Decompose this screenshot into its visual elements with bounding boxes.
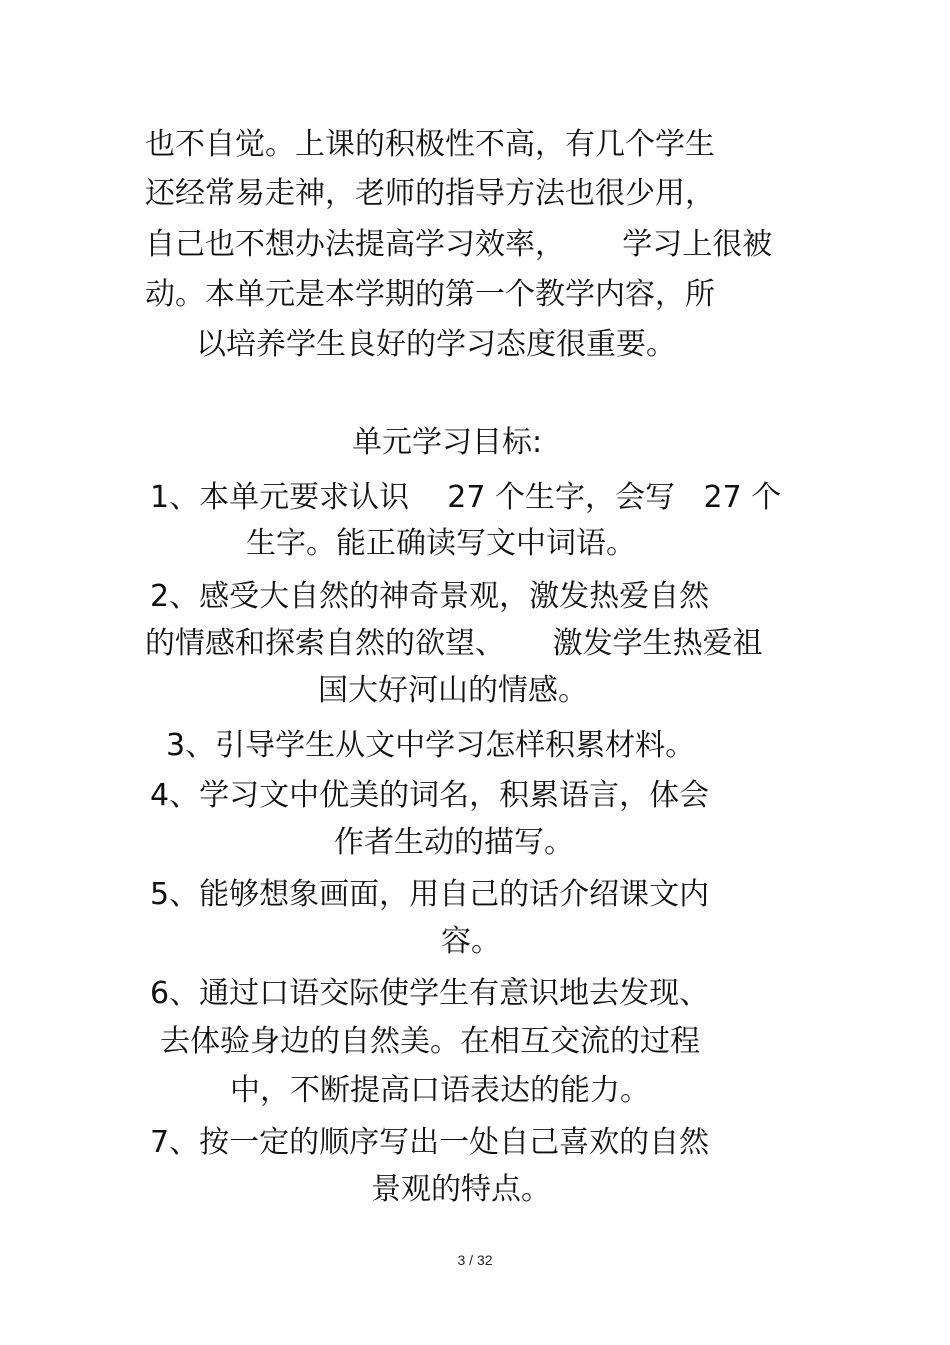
paragraph-line-5: 以培养学生良好的学习态度很重要。 xyxy=(196,327,676,362)
goal-line-9: 5、能够想象画面，用自己的话介绍课文内 xyxy=(150,877,710,912)
goal-line-8: 作者生动的描写。 xyxy=(334,825,574,860)
goal-line-7: 4、学习文中优美的词名，积累语言，体会 xyxy=(150,778,710,813)
paragraph-line-2: 还经常易走神，老师的指导方法也很少用， xyxy=(145,176,715,211)
goal-line-12: 去体验身边的自然美。在相互交流的过程 xyxy=(160,1024,700,1059)
goal-line-5: 国大好河山的情感。 xyxy=(318,673,588,708)
page-number: 3 / 32 xyxy=(457,1252,493,1268)
section-title: 单元学习目标: xyxy=(352,425,543,460)
goal-line-10: 容。 xyxy=(441,924,501,959)
goal-line-6: 3、引导学生从文中学习怎样积累材料。 xyxy=(166,728,696,763)
goal-line-1: 1、本单元要求认识 27 个生字，会写 27 个 xyxy=(150,480,782,515)
goal-line-3: 2、感受大自然的神奇景观，激发热爱自然 xyxy=(150,579,710,614)
goal-line-15: 景观的特点。 xyxy=(371,1172,551,1207)
goal-line-11: 6、通过口语交际使学生有意识地去发现、 xyxy=(150,976,710,1011)
goal-line-4: 的情感和探索自然的欲望、 激发学生热爱祖 xyxy=(145,626,763,661)
goal-line-2: 生字。能正确读写文中词语。 xyxy=(246,526,636,561)
paragraph-line-4: 动。本单元是本学期的第一个教学内容，所 xyxy=(145,277,715,312)
paragraph-line-1: 也不自觉。上课的积极性不高，有几个学生 xyxy=(145,127,715,162)
goal-line-13: 中，不断提高口语表达的能力。 xyxy=(230,1073,650,1108)
goal-line-14: 7、按一定的顺序写出一处自己喜欢的自然 xyxy=(150,1125,710,1160)
paragraph-line-3: 自己也不想办法提高学习效率， 学习上很被 xyxy=(145,227,773,262)
